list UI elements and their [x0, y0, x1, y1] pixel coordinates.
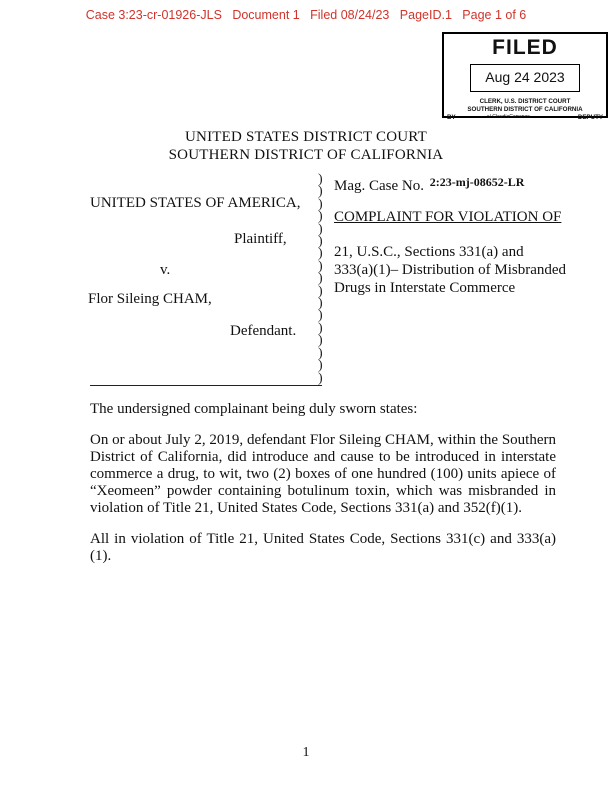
- statute-line-2: 333(a)(1)– Distribution of Misbranded: [334, 262, 567, 278]
- stamp-clerk-text: [444, 98, 606, 113]
- court-line-2: SOUTHERN DISTRICT OF CALIFORNIA: [168, 147, 444, 163]
- statute-line-3: Drugs in Interstate Commerce: [334, 280, 516, 296]
- charge-paragraph: On or about July 2, 2019, defendant Flor Sileing CHAM, within the Southern District of California, did introduce and cause to be introduced in interstate commerce a drug, to wit, two (2) boxes of one hundred (100) units apiece of “Xeomeen” powder containing botulinum toxin, which was misbranded in violation of Title 21, United States Code, Sections 331(a) and 352(f)(1).: [90, 432, 556, 516]
- ecf-header: Case 3:23-cr-01926-JLS Document 1 Filed 08/24/23 PageID.1 Page 1 of 6: [85, 8, 527, 22]
- plaintiff-role: Plaintiff,: [234, 231, 287, 247]
- mag-case-label: Mag. Case No.: [334, 178, 424, 194]
- statute-block: [334, 243, 566, 297]
- stamp-clerk-line2: SOUTHERN DISTRICT OF CALIFORNIA: [467, 105, 583, 113]
- stamp-date: Aug 24 2023: [470, 64, 580, 92]
- stamp-by-line: [447, 114, 603, 122]
- court-line-1: UNITED STATES DISTRICT COURT: [185, 129, 427, 145]
- complaint-heading: COMPLAINT FOR VIOLATION OF: [334, 209, 562, 225]
- mag-case-line: [334, 175, 525, 195]
- court-name: [0, 128, 612, 164]
- filed-stamp: [442, 32, 608, 121]
- stamp-title: FILED: [492, 36, 558, 59]
- defendant-name: Flor Sileing CHAM,: [88, 291, 212, 307]
- stamp-by-label: BY: [447, 114, 456, 121]
- page-number: 1: [302, 745, 310, 760]
- mag-case-number: 2:23-mj-08652-LR: [429, 175, 525, 189]
- stamp-deputy-label: DEPUTY: [577, 114, 603, 121]
- caption-brace: ) ) ) ) ) ) ) ) ) ) ) ) ) ) ) ) ): [318, 172, 323, 386]
- defendant-role: Defendant.: [230, 323, 297, 339]
- versus: v.: [160, 262, 171, 278]
- statute-line-1: 21, U.S.C., Sections 331(a) and: [334, 244, 524, 260]
- stamp-signature: s/ ClaudiaCarranza: [487, 114, 530, 120]
- stamp-clerk-line1: CLERK, U.S. DISTRICT COURT: [479, 98, 571, 105]
- intro-sentence: The undersigned complainant being duly sworn states:: [90, 401, 418, 417]
- violation-paragraph: All in violation of Title 21, United States Code, Sections 331(c) and 333(a)(1).: [90, 531, 556, 564]
- caption-underline: [90, 385, 322, 386]
- plaintiff-name: UNITED STATES OF AMERICA,: [90, 195, 301, 211]
